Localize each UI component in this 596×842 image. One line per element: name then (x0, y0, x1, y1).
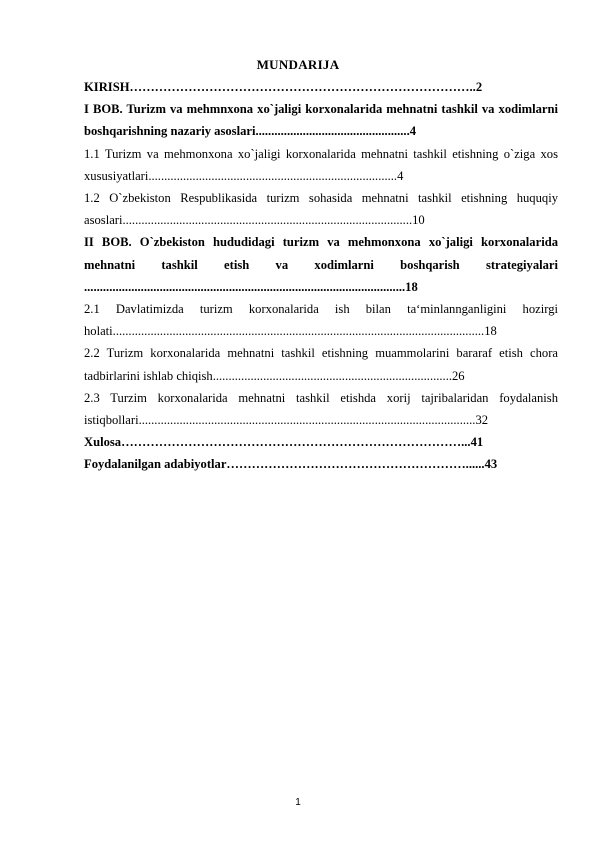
page-title: MUNDARIJA (256, 57, 340, 72)
toc-entry-section-1-2: 1.2 O`zbekiston Respublikasida turizm sohasida mehnatni tashkil etishning huquqiy asoslari............................................................................................10 (84, 191, 558, 228)
toc-entry-chapter-1: I BOB. Turizm va mehmnxona xo`jaligi korxonalarida mehnatni tashkil va xodimlarni boshqarishning nazariy asoslari.................................................4 (84, 102, 558, 139)
page-number: 1 (295, 797, 301, 808)
toc-entry-section-2-1: 2.1 Davlatimizda turizm korxonalarida ish bilan ta‘minlannganligini hozirgi holati......................................................................................................................18 (84, 302, 558, 339)
toc-entry-kirish: KIRISH………………………………………………………………………..2 (84, 80, 483, 94)
table-of-contents (84, 76, 558, 476)
toc-entry-chapter-2: II BOB. O`zbekiston hududidagi turizm va mehmonxona xo`jaligi korxonalarida mehnatni tashkil etish va xodimlarni boshqarish strategiyalari ......................................................................................................18 (84, 235, 558, 294)
toc-entry-section-2-2: 2.2 Turizm korxonalarida mehnatni tashkil etishning muammolarini bararaf etish chora tadbirlarini ishlab chiqish............................................................................26 (84, 346, 558, 383)
toc-entry-section-2-3: 2.3 Turzim korxonalarida mehnatni tashkil etishda xorij tajribalaridan foydalanish istiqbollari...........................................................................................................32 (84, 390, 558, 428)
toc-entry-xulosa: Xulosa………………………………………………………………………...41 (84, 435, 484, 450)
toc-entry-references: Foydalanilgan adabiyotlar…………………………………………………......43 (84, 457, 498, 472)
toc-entry-section-1-1: 1.1 Turizm va mehmonxona xo`jaligi korxonalarida mehnatni tashkil etishning o`ziga xos xususiyatlari...............................................................................4 (84, 146, 558, 183)
